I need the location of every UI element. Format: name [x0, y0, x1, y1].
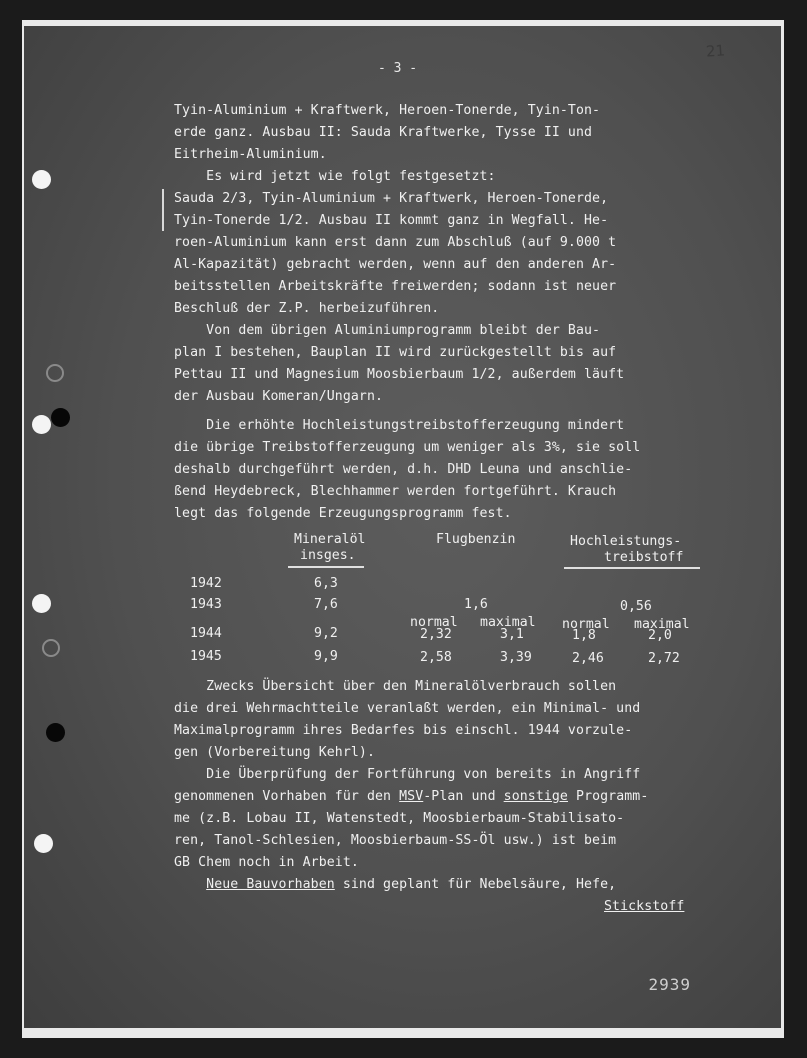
text-line	[604, 896, 684, 918]
underlined-term: Neue Bauvorhaben	[206, 877, 335, 892]
text-line: ren, Tanol-Schlesien, Moosbierbaum-SS-Öl usw.) ist beim	[174, 833, 617, 848]
text-line: plan I bestehen, Bauplan II wird zurückgestellt bis auf	[174, 345, 617, 360]
punch-hole	[32, 415, 51, 434]
table-cell: 1,8	[572, 628, 596, 643]
table-cell: 3,39	[500, 650, 532, 665]
text-line	[174, 786, 648, 808]
table-header-mineral-sub: insges.	[300, 548, 356, 563]
text-line	[174, 874, 616, 896]
table-header-flug: Flugbenzin	[436, 532, 516, 547]
text-line: Al-Kapazität) gebracht werden, wenn auf den anderen Ar-	[174, 257, 617, 272]
table-header-mineral: Mineralöl	[294, 532, 366, 547]
punch-hole-dark	[46, 723, 65, 742]
text-line: me (z.B. Lobau II, Watenstedt, Moosbierbaum-Stabilisato-	[174, 811, 625, 826]
underlined-term: sonstige	[503, 789, 568, 804]
text-line: Beschluß der Z.P. herbeizuführen.	[174, 301, 440, 316]
table-header-hoch: Hochleistungs-	[570, 534, 682, 549]
header-rule	[288, 566, 364, 568]
text-line: ßend Heydebreck, Blechhammer werden fortgeführt. Krauch	[174, 484, 617, 499]
text-line: erde ganz. Ausbau II: Sauda Kraftwerke, Tysse II und	[174, 125, 593, 140]
table-cell: 3,1	[500, 627, 524, 642]
text-line: Zwecks Übersicht über den Mineralölverbrauch sollen	[174, 679, 617, 694]
table-cell: 1,6	[464, 597, 488, 612]
text-line: Es wird jetzt wie folgt festgesetzt:	[174, 169, 496, 184]
text-line: GB Chem noch in Arbeit.	[174, 855, 359, 870]
table-year: 1945	[190, 649, 222, 664]
table-cell: 7,6	[314, 597, 338, 612]
margin-mark	[162, 189, 164, 231]
text-line: die drei Wehrmachtteile veranlaßt werden, ein Minimal- und	[174, 701, 641, 716]
corner-annotation: 21	[705, 41, 726, 61]
text-line: gen (Vorbereitung Kehrl).	[174, 745, 375, 760]
text-segment: genommenen Vorhaben für den	[174, 789, 392, 804]
page-number: - 3 -	[378, 61, 418, 76]
table-cell: 0,56	[620, 599, 652, 614]
table-cell: 2,0	[648, 628, 672, 643]
text-line: Die erhöhte Hochleistungstreibstofferzeugung mindert	[174, 418, 625, 433]
table-cell: 9,2	[314, 626, 338, 641]
text-line: beitsstellen Arbeitskräfte freiwerden; sodann ist neuer	[174, 279, 617, 294]
text-line: Von dem übrigen Aluminiumprogramm bleibt der Bau-	[174, 323, 601, 338]
header-rule	[564, 567, 700, 569]
table-subheader: maximal	[634, 617, 690, 632]
text-line: Tyin-Aluminium + Kraftwerk, Heroen-Tonerde, Tyin-Ton-	[174, 103, 601, 118]
table-subheader: maximal	[480, 615, 536, 630]
text-line: Die Überprüfung der Fortführung von bereits in Angriff	[174, 767, 641, 782]
table-cell: 2,46	[572, 651, 604, 666]
text-segment: sind geplant für Nebelsäure, Hefe,	[334, 877, 617, 892]
table-year: 1942	[190, 576, 222, 591]
table-subheader: normal	[562, 617, 610, 632]
underlined-term: Stickstoff	[604, 899, 685, 914]
table-cell: 9,9	[314, 649, 338, 664]
table-cell: 2,72	[648, 651, 680, 666]
punch-hole	[34, 834, 53, 853]
punch-hole	[32, 170, 51, 189]
text-line: Sauda 2/3, Tyin-Aluminium + Kraftwerk, Heroen-Tonerde,	[174, 191, 609, 206]
document-page	[24, 26, 781, 1028]
text-line: die übrige Treibstofferzeugung um weniger als 3%, sie soll	[174, 440, 641, 455]
text-segment: Programm-	[567, 789, 649, 804]
text-line: Pettau II und Magnesium Moosbierbaum 1/2, außerdem läuft	[174, 367, 625, 382]
table-cell: 2,32	[420, 627, 452, 642]
text-line: roen-Aluminium kann erst dann zum Abschluß (auf 9.000 t	[174, 235, 617, 250]
text-segment: -Plan und	[423, 789, 504, 804]
text-line: Eitrheim-Aluminium.	[174, 147, 327, 162]
punch-hole	[32, 594, 51, 613]
table-header-hoch-sub: treibstoff	[604, 550, 684, 565]
table-year: 1944	[190, 626, 222, 641]
text-line: deshalb durchgeführt werden, d.h. DHD Leuna und anschlie-	[174, 462, 633, 477]
text-line: Maximalprogramm ihres Bedarfes bis einschl. 1944 vorzule-	[174, 723, 633, 738]
archive-stamp-number: 2939	[648, 975, 691, 994]
text-line: Tyin-Tonerde 1/2. Ausbau II kommt ganz in Wegfall. He-	[174, 213, 609, 228]
table-cell: 2,58	[420, 650, 452, 665]
table-subheader: normal	[410, 615, 458, 630]
punch-hole-faint	[42, 639, 60, 657]
table-cell: 6,3	[314, 576, 338, 591]
punch-hole-faint	[46, 364, 64, 382]
table-year: 1943	[190, 597, 222, 612]
text-line: legt das folgende Erzeugungsprogramm fest.	[174, 506, 512, 521]
punch-hole-dark	[51, 408, 70, 427]
text-line: der Ausbau Komeran/Ungarn.	[174, 389, 384, 404]
underlined-term: MSV	[399, 789, 424, 804]
